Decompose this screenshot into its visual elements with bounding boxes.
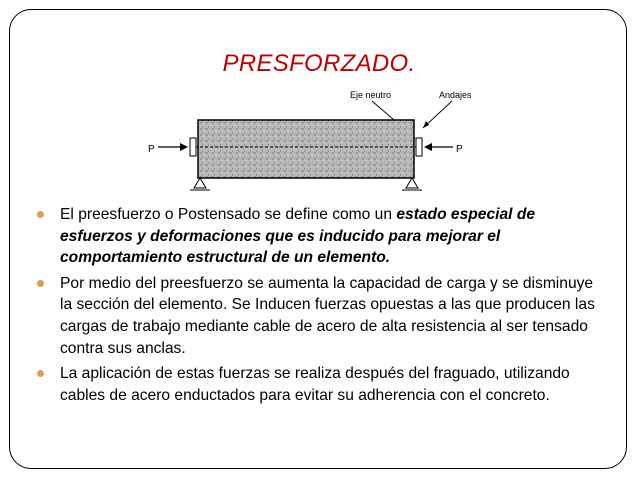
force-right-label: P <box>456 144 463 155</box>
bullet-list <box>34 204 609 410</box>
force-left-arrowhead <box>180 143 188 151</box>
bullet-dot <box>37 280 44 287</box>
bullet-dot <box>37 370 44 377</box>
prestressed-beam-diagram <box>140 86 485 198</box>
bullet-text: Por medio del preesfuerzo se aumenta la capacidad de carga y se disminuye la sección del elemento. Se Inducen fuerzas opuestas a las que producen las cargas de trabajo mediante cable de acero de alta resistencia al ser tensado contra sus anclas. <box>60 274 595 357</box>
anchors-label: Andajes <box>439 90 472 100</box>
bullet-text: El preesfuerzo o Postensado se define como un <box>60 206 397 223</box>
force-left-label: P <box>148 144 155 155</box>
bullet-text: La aplicación de estas fuerzas se realiza después del fraguado, utilizando cables de acero enductados para evitar su adherencia con el concreto. <box>60 365 570 404</box>
bullet-item <box>34 273 609 359</box>
anchor-leader-arrowhead <box>423 121 429 128</box>
bullet-item <box>34 363 609 406</box>
force-right-arrowhead <box>424 143 432 151</box>
right-anchor-plate <box>416 138 422 156</box>
bullet-emphasis-text: estado especial de esfuerzos y deformaciones que es inducido para mejorar el comportamiento estructural de un elemento. <box>60 206 536 267</box>
concrete-beam <box>198 120 414 178</box>
left-anchor-plate <box>190 138 196 156</box>
neutral-axis-label: Eje neutro <box>350 90 392 100</box>
bullet-dot <box>37 211 44 218</box>
right-support <box>406 178 418 188</box>
slide-title: PRESFORZADO. <box>222 50 416 77</box>
left-support <box>194 178 206 188</box>
bullet-item <box>34 204 609 269</box>
